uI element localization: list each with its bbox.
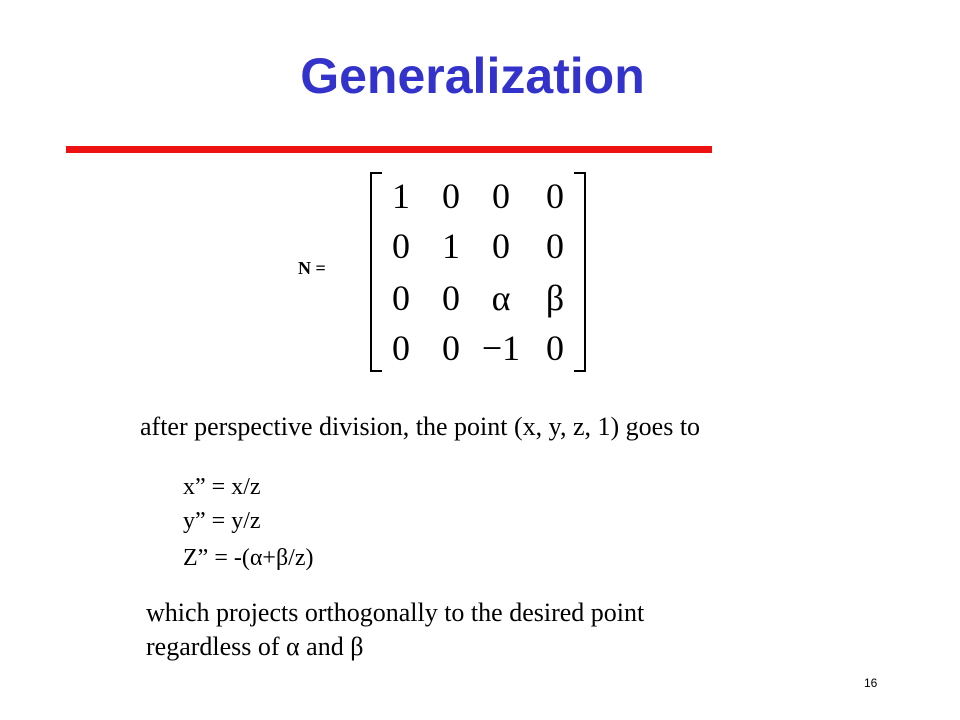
matrix-label: N = xyxy=(298,258,326,278)
matrix-cell: 0 xyxy=(546,328,564,368)
matrix-cell: 1 xyxy=(392,176,410,216)
conclusion-line-2: regardless of α and β xyxy=(146,632,364,661)
conclusion-text xyxy=(146,596,644,664)
equation-y: y” = y/z xyxy=(183,508,261,534)
title-underline xyxy=(66,146,712,153)
matrix-cell: 1 xyxy=(442,226,460,266)
matrix-cell: 0 xyxy=(492,176,510,216)
matrix-cell: 0 xyxy=(392,226,410,266)
equation-z: Z” = -(α+β/z) xyxy=(183,545,314,571)
matrix-cell: 0 xyxy=(442,278,460,318)
matrix-cell: 0 xyxy=(442,328,460,368)
slide-title: Generalization xyxy=(300,48,645,104)
matrix-cell: β xyxy=(545,278,565,318)
matrix-cell: 0 xyxy=(546,226,564,266)
matrix-cell: 0 xyxy=(546,176,564,216)
matrix-cell: 0 xyxy=(392,278,410,318)
matrix-cell: 0 xyxy=(492,226,510,266)
matrix-cell: 0 xyxy=(392,328,410,368)
matrix-cell: α xyxy=(491,278,511,318)
equation-x: x” = x/z xyxy=(183,474,261,500)
conclusion-line-1: which projects orthogonally to the desired point xyxy=(146,598,645,627)
page-number: 16 xyxy=(864,676,878,690)
matrix-cell: 0 xyxy=(442,176,460,216)
matrix-cell: −1 xyxy=(481,328,521,368)
perspective-division-text: after perspective division, the point (x, y, z, 1) goes to xyxy=(140,412,701,441)
matrix-n xyxy=(370,172,586,372)
